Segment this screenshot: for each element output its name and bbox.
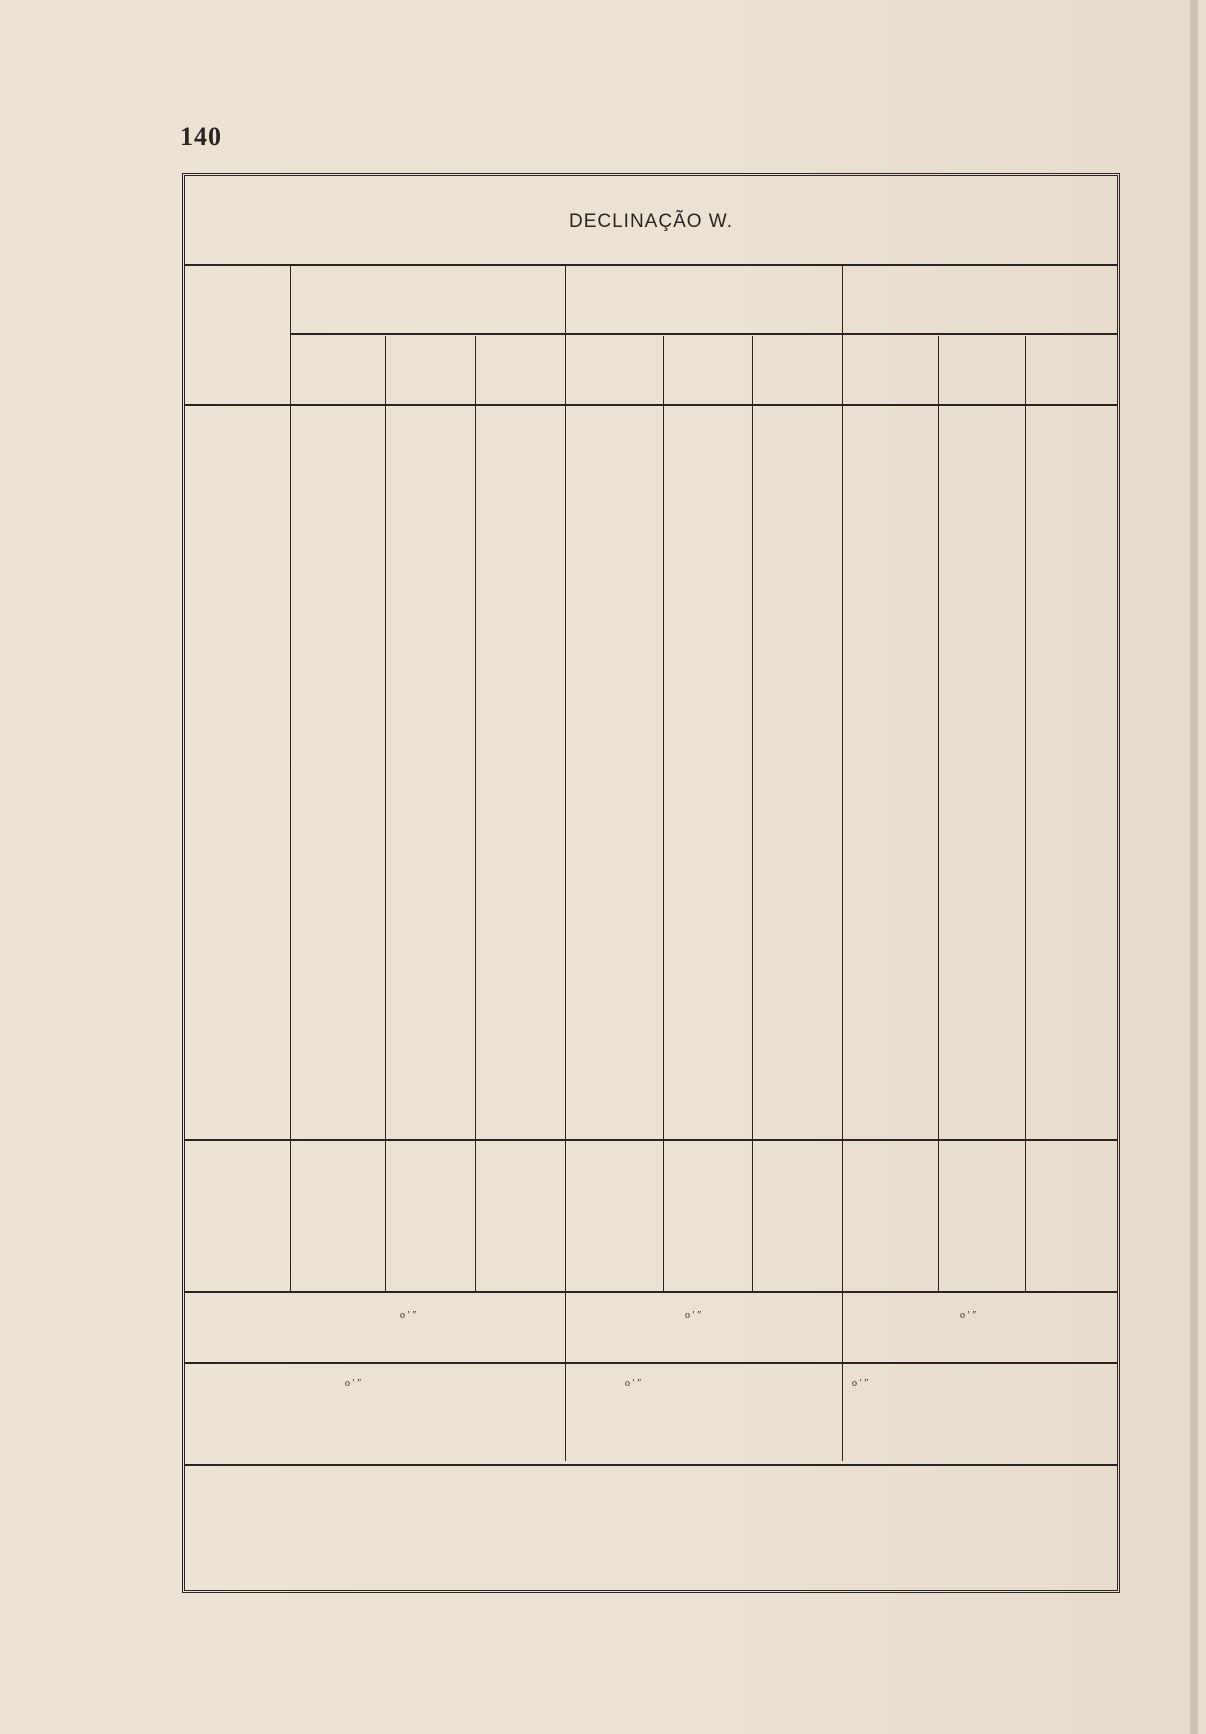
declination-table: [182, 173, 1120, 1593]
month-divider-1: [565, 266, 566, 1291]
unit-marks: o ′ ″: [400, 1310, 417, 1321]
col-divider-4: [938, 336, 939, 1291]
title-rule: [185, 264, 1117, 266]
extremes-bottom-rule: [185, 1464, 1117, 1466]
month-divider-2: [842, 266, 843, 1291]
col-divider-1: [475, 336, 476, 1291]
month-rule: [290, 333, 1117, 335]
medias-bottom-rule: [185, 1291, 1117, 1293]
unit-marks: o ′ ″: [852, 1378, 869, 1389]
col-divider-5: [1025, 336, 1026, 1291]
month-divider-0: [290, 266, 291, 1291]
col-divider-3: [752, 336, 753, 1291]
col-divider-2: [663, 336, 664, 1291]
unit-marks: o ′ ″: [960, 1310, 977, 1321]
table-title: DECLINAÇÃO W.: [569, 211, 733, 232]
col-divider-0: [385, 336, 386, 1291]
lower-divider-1: [842, 1291, 843, 1461]
unit-marks: o ′ ″: [685, 1310, 702, 1321]
mensal-bottom-rule: [185, 1362, 1117, 1364]
unit-marks: o ′ ″: [345, 1378, 362, 1389]
lower-divider-0: [565, 1291, 566, 1461]
unit-marks: o ′ ″: [625, 1378, 642, 1389]
data-bottom-rule: [185, 1139, 1117, 1141]
header-rule: [185, 404, 1117, 406]
page-number: 140: [180, 122, 222, 151]
